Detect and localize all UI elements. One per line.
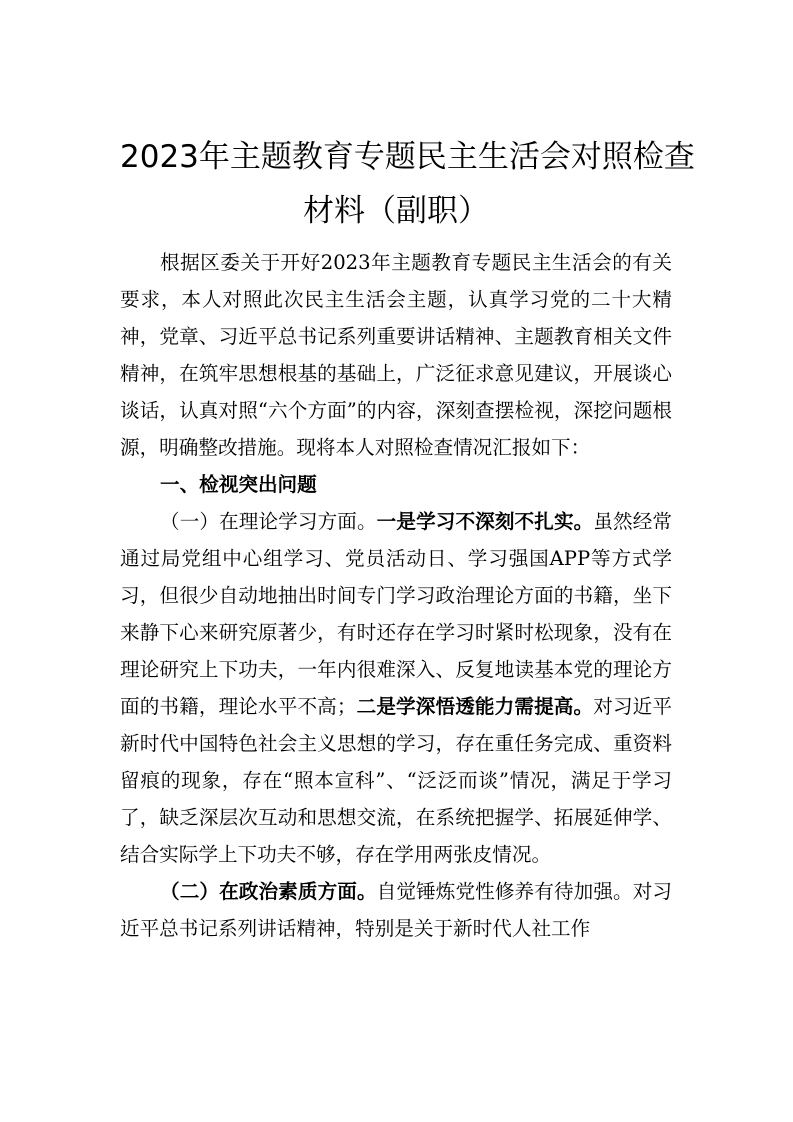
paragraph-theory-study xyxy=(120,503,672,873)
document-title xyxy=(120,130,695,238)
paragraph-political-quality xyxy=(120,873,672,947)
section-heading-1: 一、检视突出问题 xyxy=(160,473,317,496)
paragraph-2-text: 自觉锤炼党性修养有待加强。对习近平总书记系列讲话精神，特别是关于新时代人社工作 xyxy=(120,880,673,940)
intro-paragraph: 根据区委关于开好2023年主题教育专题民主生活会的有关要求，本人对照此次民主生活会主题，认真学习党的二十大精神，党章、习近平总书记系列重要讲话精神、主题教育相关文件精神，在筑牢思想根基的基础上，广泛征求意见建议，开展谈心谈话，认真对照“六个方面”的内容，深刻查摆检视，深挖问题根源，明确整改措施。现将本人对照检查情况汇报如下： xyxy=(120,251,672,459)
point-two-text: 对习近平新时代中国特色社会主义思想的学习，存在重任务完成、重资料留痕的现象，存在“照本宣科”、“泛泛而谈”情况，满足于学习了，缺乏深层次互动和思想交流，在系统把握学、拓展延伸学、结合实际学上下功夫不够，存在学用两张皮情况。 xyxy=(120,695,672,866)
paragraph-label-2: （二）在政治素质方面。 xyxy=(160,880,377,903)
title-line-2: 材料（副职） xyxy=(303,193,489,229)
point-one-heading: 一是学习不深刻不扎实。 xyxy=(376,510,594,533)
point-two-heading: 二是学深悟透能力需提高。 xyxy=(356,695,594,718)
document-page xyxy=(120,130,695,947)
point-one-text: 虽然经常通过局党组中心组学习、党员活动日、学习强国APP等方式学习，但很少自动地抽出时间专门学习政治理论方面的书籍，坐下来静下心来研究原著少，有时还存在学习时紧时松现象，没有在理论研究上下功夫，一年内很难深入、反复地读基本党的理论方面的书籍，理论水平不高； xyxy=(120,510,673,718)
title-line-1: 2023年主题教育专题民主生活会对照检查 xyxy=(120,139,695,175)
paragraph-label: （一）在理论学习方面。 xyxy=(160,510,377,533)
